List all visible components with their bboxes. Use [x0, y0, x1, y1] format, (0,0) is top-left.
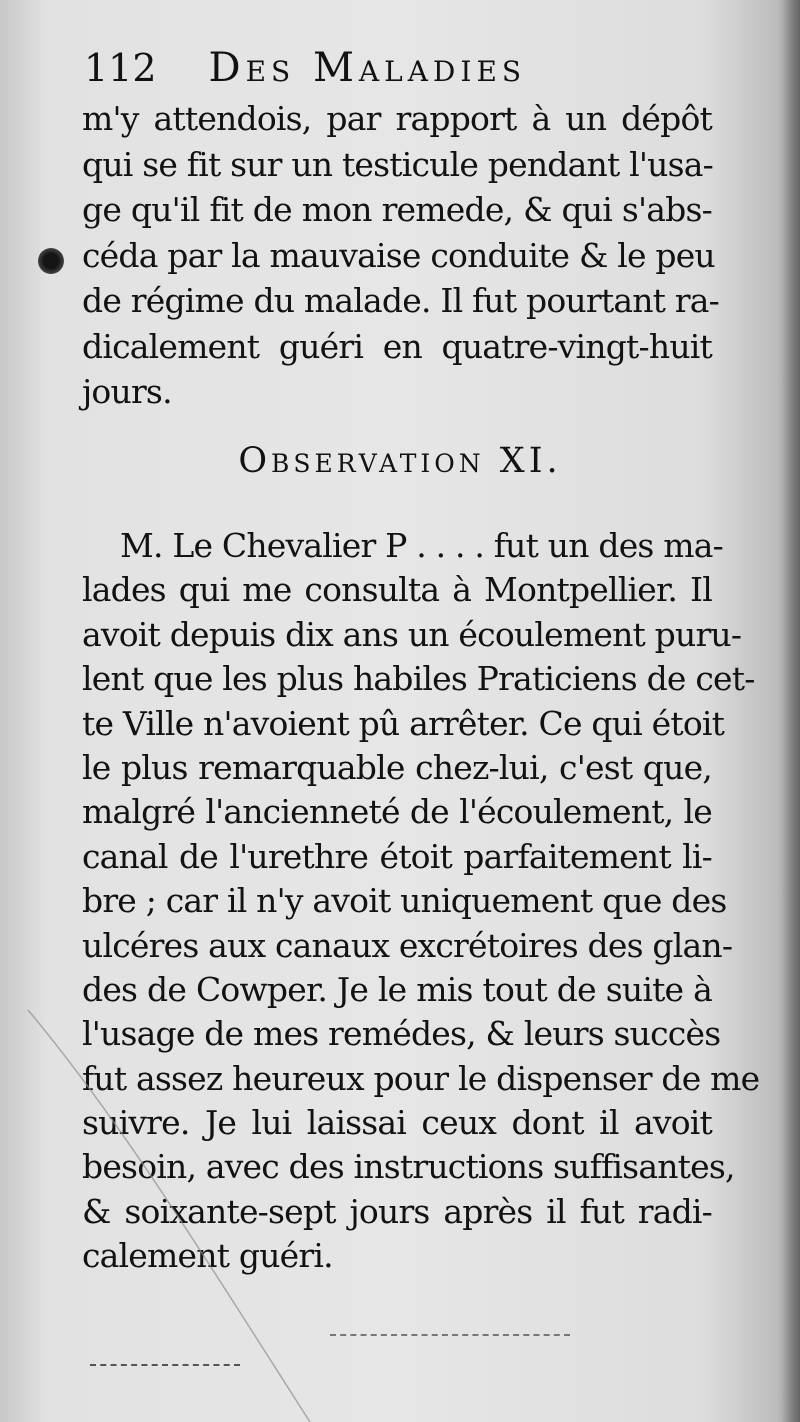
text-line: dicalement guéri en quatre-vingt-huit — [82, 326, 712, 366]
text-line: M. Le Chevalier P . . . . fut un des ma- — [120, 526, 723, 565]
text-line: qui se fit sur un testicule pendant l'usa- — [82, 144, 713, 184]
running-title: Des Maladies — [208, 45, 527, 91]
text-line: lent que les plus habiles Praticiens de cet- — [82, 659, 755, 699]
text-line: ulcéres aux canaux excrétoires des glan- — [82, 925, 733, 965]
text-line: te Ville n'avoient pû arrêter. Ce qui étoit — [82, 703, 725, 743]
text-line: malgré l'ancienneté de l'écoulement, le — [82, 792, 712, 832]
text-line: calement guéri. — [82, 1236, 333, 1276]
text-line: des de Cowper. Je le mis tout de suite à — [82, 969, 712, 1009]
text-line: & soixante-sept jours après il fut radi- — [82, 1191, 712, 1231]
text-line: jours. — [82, 372, 172, 411]
page-gutter-shadow — [782, 0, 800, 1422]
bleed-through-rule — [330, 1334, 570, 1336]
text-line: de régime du malade. Il fut pourtant ra- — [82, 281, 719, 320]
text-line: l'usage de mes remédes, & leurs succès — [82, 1014, 721, 1054]
text-line: besoin, avec des instructions suffisantes, — [82, 1147, 735, 1187]
text-line: lades qui me consulta à Montpellier. Il — [82, 570, 712, 610]
text-line: m'y attendois, par rapport à un dépôt — [82, 99, 712, 138]
section-heading: Observation XI. — [238, 441, 562, 481]
text-line: suivre. Je lui laissai ceux dont il avoit — [82, 1103, 712, 1143]
text-line: avoit depuis dix ans un écoulement puru- — [82, 614, 742, 654]
page-number: 112 — [84, 46, 157, 90]
text-line: ge qu'il fit de mon remede, & qui s'abs- — [82, 190, 712, 229]
text-line: céda par la mauvaise conduite & le peu — [82, 235, 715, 275]
text-line: fut assez heureux pour le dispenser de me — [82, 1058, 760, 1098]
text-line: le plus remarquable chez-lui, c'est que, — [82, 747, 712, 787]
footer-rule — [90, 1364, 240, 1366]
text-line: canal de l'urethre étoit parfaitement li- — [82, 836, 712, 876]
text-line: bre ; car il n'y avoit uniquement que des — [82, 881, 727, 921]
ink-blot-mark — [38, 248, 64, 274]
observation-paragraph — [82, 524, 760, 1279]
page-header — [84, 40, 604, 96]
continued-paragraph — [82, 96, 719, 415]
